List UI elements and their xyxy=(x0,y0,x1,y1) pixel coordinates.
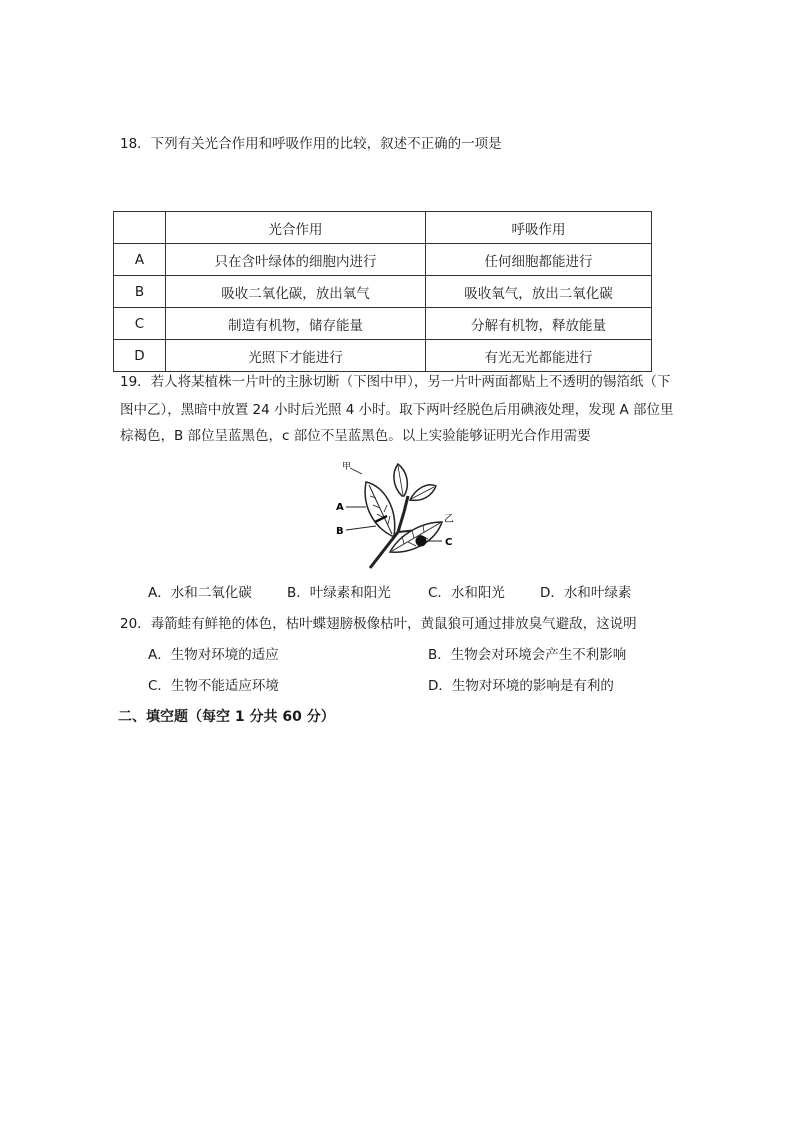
question-20-option-c: C．生物不能适应环境 xyxy=(148,678,279,694)
label-c: C xyxy=(445,537,453,548)
table-cell: A xyxy=(114,244,166,276)
foil-patch xyxy=(416,536,427,547)
table-row xyxy=(114,340,652,372)
table-cell: 制造有机物，储存能量 xyxy=(166,308,426,340)
table-cell: 分解有机物，释放能量 xyxy=(426,308,652,340)
table-cell: 吸收氧气，放出二氧化碳 xyxy=(426,276,652,308)
section-2-title: 二、填空题（每空 1 分共 60 分） xyxy=(118,709,335,725)
question-20-option-d: D．生物对环境的影响是有利的 xyxy=(428,678,614,694)
table-row xyxy=(114,276,652,308)
plant-leaf-diagram xyxy=(332,460,460,572)
question-20-option-b: B．生物会对环境会产生不利影响 xyxy=(428,647,627,663)
question-20-stem: 20．毒箭蛙有鲜艳的体色，枯叶蝶翅膀极像枯叶，黄鼠狼可通过排放臭气避敌，这说明 xyxy=(120,616,637,632)
table-cell: 任何细胞都能进行 xyxy=(426,244,652,276)
question-19-option-d: D．水和叶绿素 xyxy=(540,585,632,601)
question-20-option-a: A．生物对环境的适应 xyxy=(148,647,279,663)
table-cell: D xyxy=(114,340,166,372)
table-cell: 光照下才能进行 xyxy=(166,340,426,372)
question-19-option-a: A．水和二氧化碳 xyxy=(148,585,252,601)
question-18-stem: 18．下列有关光合作用和呼吸作用的比较，叙述不正确的一项是 xyxy=(120,136,502,152)
label-jia: 甲 xyxy=(342,462,352,472)
question-19-option-c: C．水和阳光 xyxy=(428,585,505,601)
question-19-option-b: B．叶绿素和阳光 xyxy=(287,585,391,601)
label-b: B xyxy=(336,526,344,537)
question-19-stem-line-3: 棕褐色，B 部位呈蓝黑色，c 部位不呈蓝黑色。以上实验能够证明光合作用需要 xyxy=(120,428,591,444)
label-a: A xyxy=(336,502,344,513)
table-cell: C xyxy=(114,308,166,340)
question-19-stem-line-2: 图中乙），黑暗中放置 24 小时后光照 4 小时。取下两叶经脱色后用碘液处理，发现 A 部位里 xyxy=(120,402,674,418)
label-yi: 乙 xyxy=(444,514,454,525)
table-row xyxy=(114,308,652,340)
table-cell: 有光无光都能进行 xyxy=(426,340,652,372)
table-cell: 只在含叶绿体的细胞内进行 xyxy=(166,244,426,276)
table-header-row xyxy=(114,212,652,244)
table-row xyxy=(114,244,652,276)
table-header-cell: 光合作用 xyxy=(166,212,426,244)
table-header-cell xyxy=(114,212,166,244)
table-cell: B xyxy=(114,276,166,308)
table-header-cell: 呼吸作用 xyxy=(426,212,652,244)
question-19-stem-line-1: 19．若人将某植株一片叶的主脉切断（下图中甲），另一片叶两面都贴上不透明的锡箔纸（下 xyxy=(120,374,671,390)
comparison-table xyxy=(113,211,652,372)
table-cell: 吸收二氧化碳，放出氧气 xyxy=(166,276,426,308)
